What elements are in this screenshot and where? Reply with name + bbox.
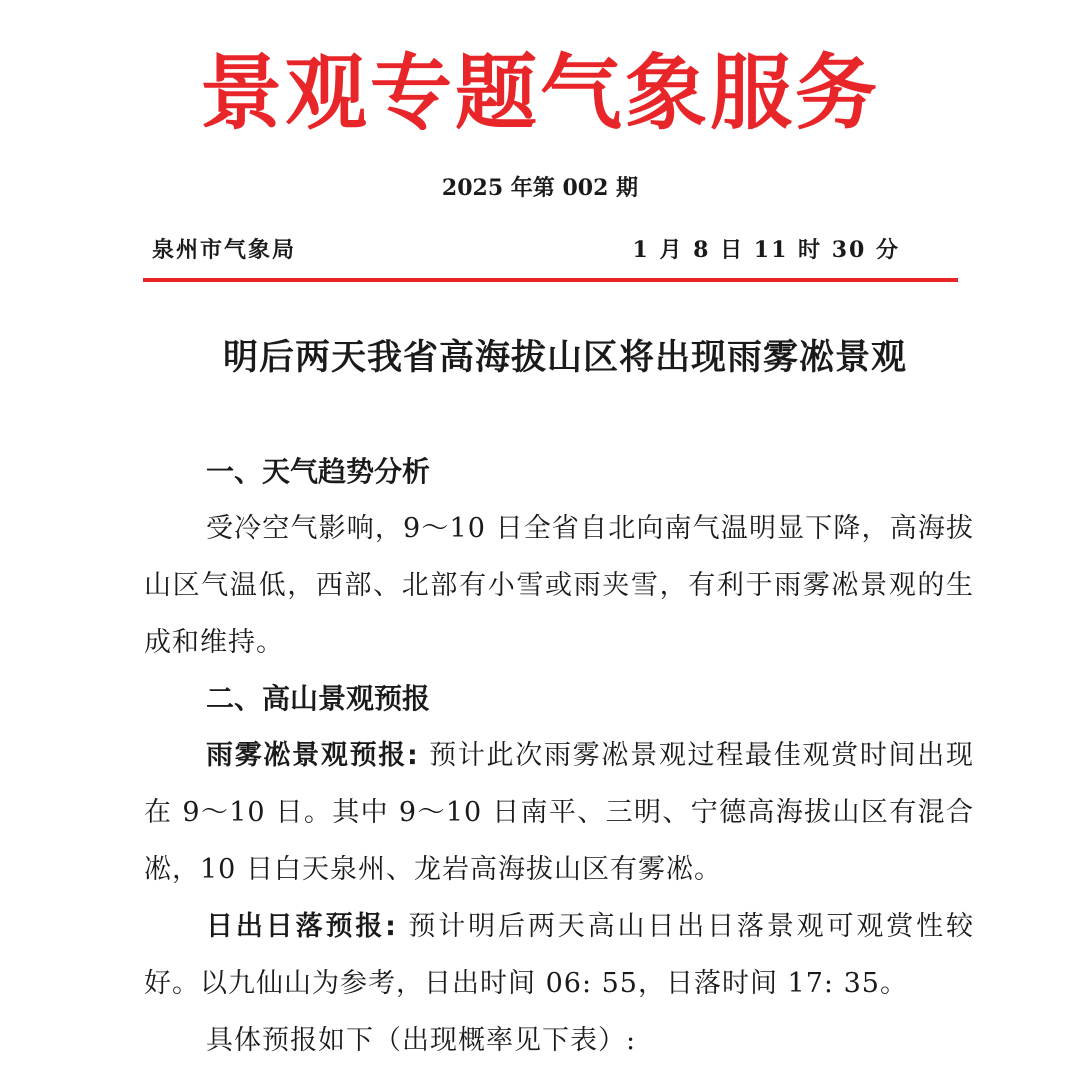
sunrise-sunset-paragraph [144,898,974,1012]
rime-forecast-paragraph [144,727,974,898]
issuing-agency: 泉州市气象局 [152,237,297,263]
rime-forecast-lead: 雨雾凇景观预报: [206,740,419,771]
section-heading-weather-trend: 一、天气趋势分析 [206,455,431,488]
red-divider [143,278,958,282]
closing-paragraph: 具体预报如下（出现概率见下表）: [206,1025,637,1056]
issue-number: 2025 年第 002 期 [441,175,639,201]
masthead-title: 景观专题气象服务 [199,46,880,141]
section-heading-mountain-forecast: 二、高山景观预报 [206,682,431,715]
issued-time: 1 月 8 日 11 时 30 分 [632,237,900,263]
document-body [144,444,974,1069]
rime-forecast-text: 预计此次雨雾凇景观过程最佳观赏时间出现在 9～10 日。其中 9～10 日南平、三明、宁德高海拔山区有混合凇，10 日白天泉州、龙岩高海拔山区有雾凇。 [144,740,974,885]
sunrise-sunset-text: 预计明后两天高山日出日落景观可观赏性较好。以九仙山为参考，日出时间 06: 55，日落时间 17: 35。 [144,911,974,999]
document-title: 明后两天我省高海拔山区将出现雨雾凇景观 [222,338,907,378]
weather-trend-paragraph: 受冷空气影响，9～10 日全省自北向南气温明显下降，高海拔山区气温低，西部、北部有小雪或雨夹雪，有利于雨雾凇景观的生成和维持。 [144,513,974,658]
sunrise-sunset-lead: 日出日落预报: [206,911,397,942]
